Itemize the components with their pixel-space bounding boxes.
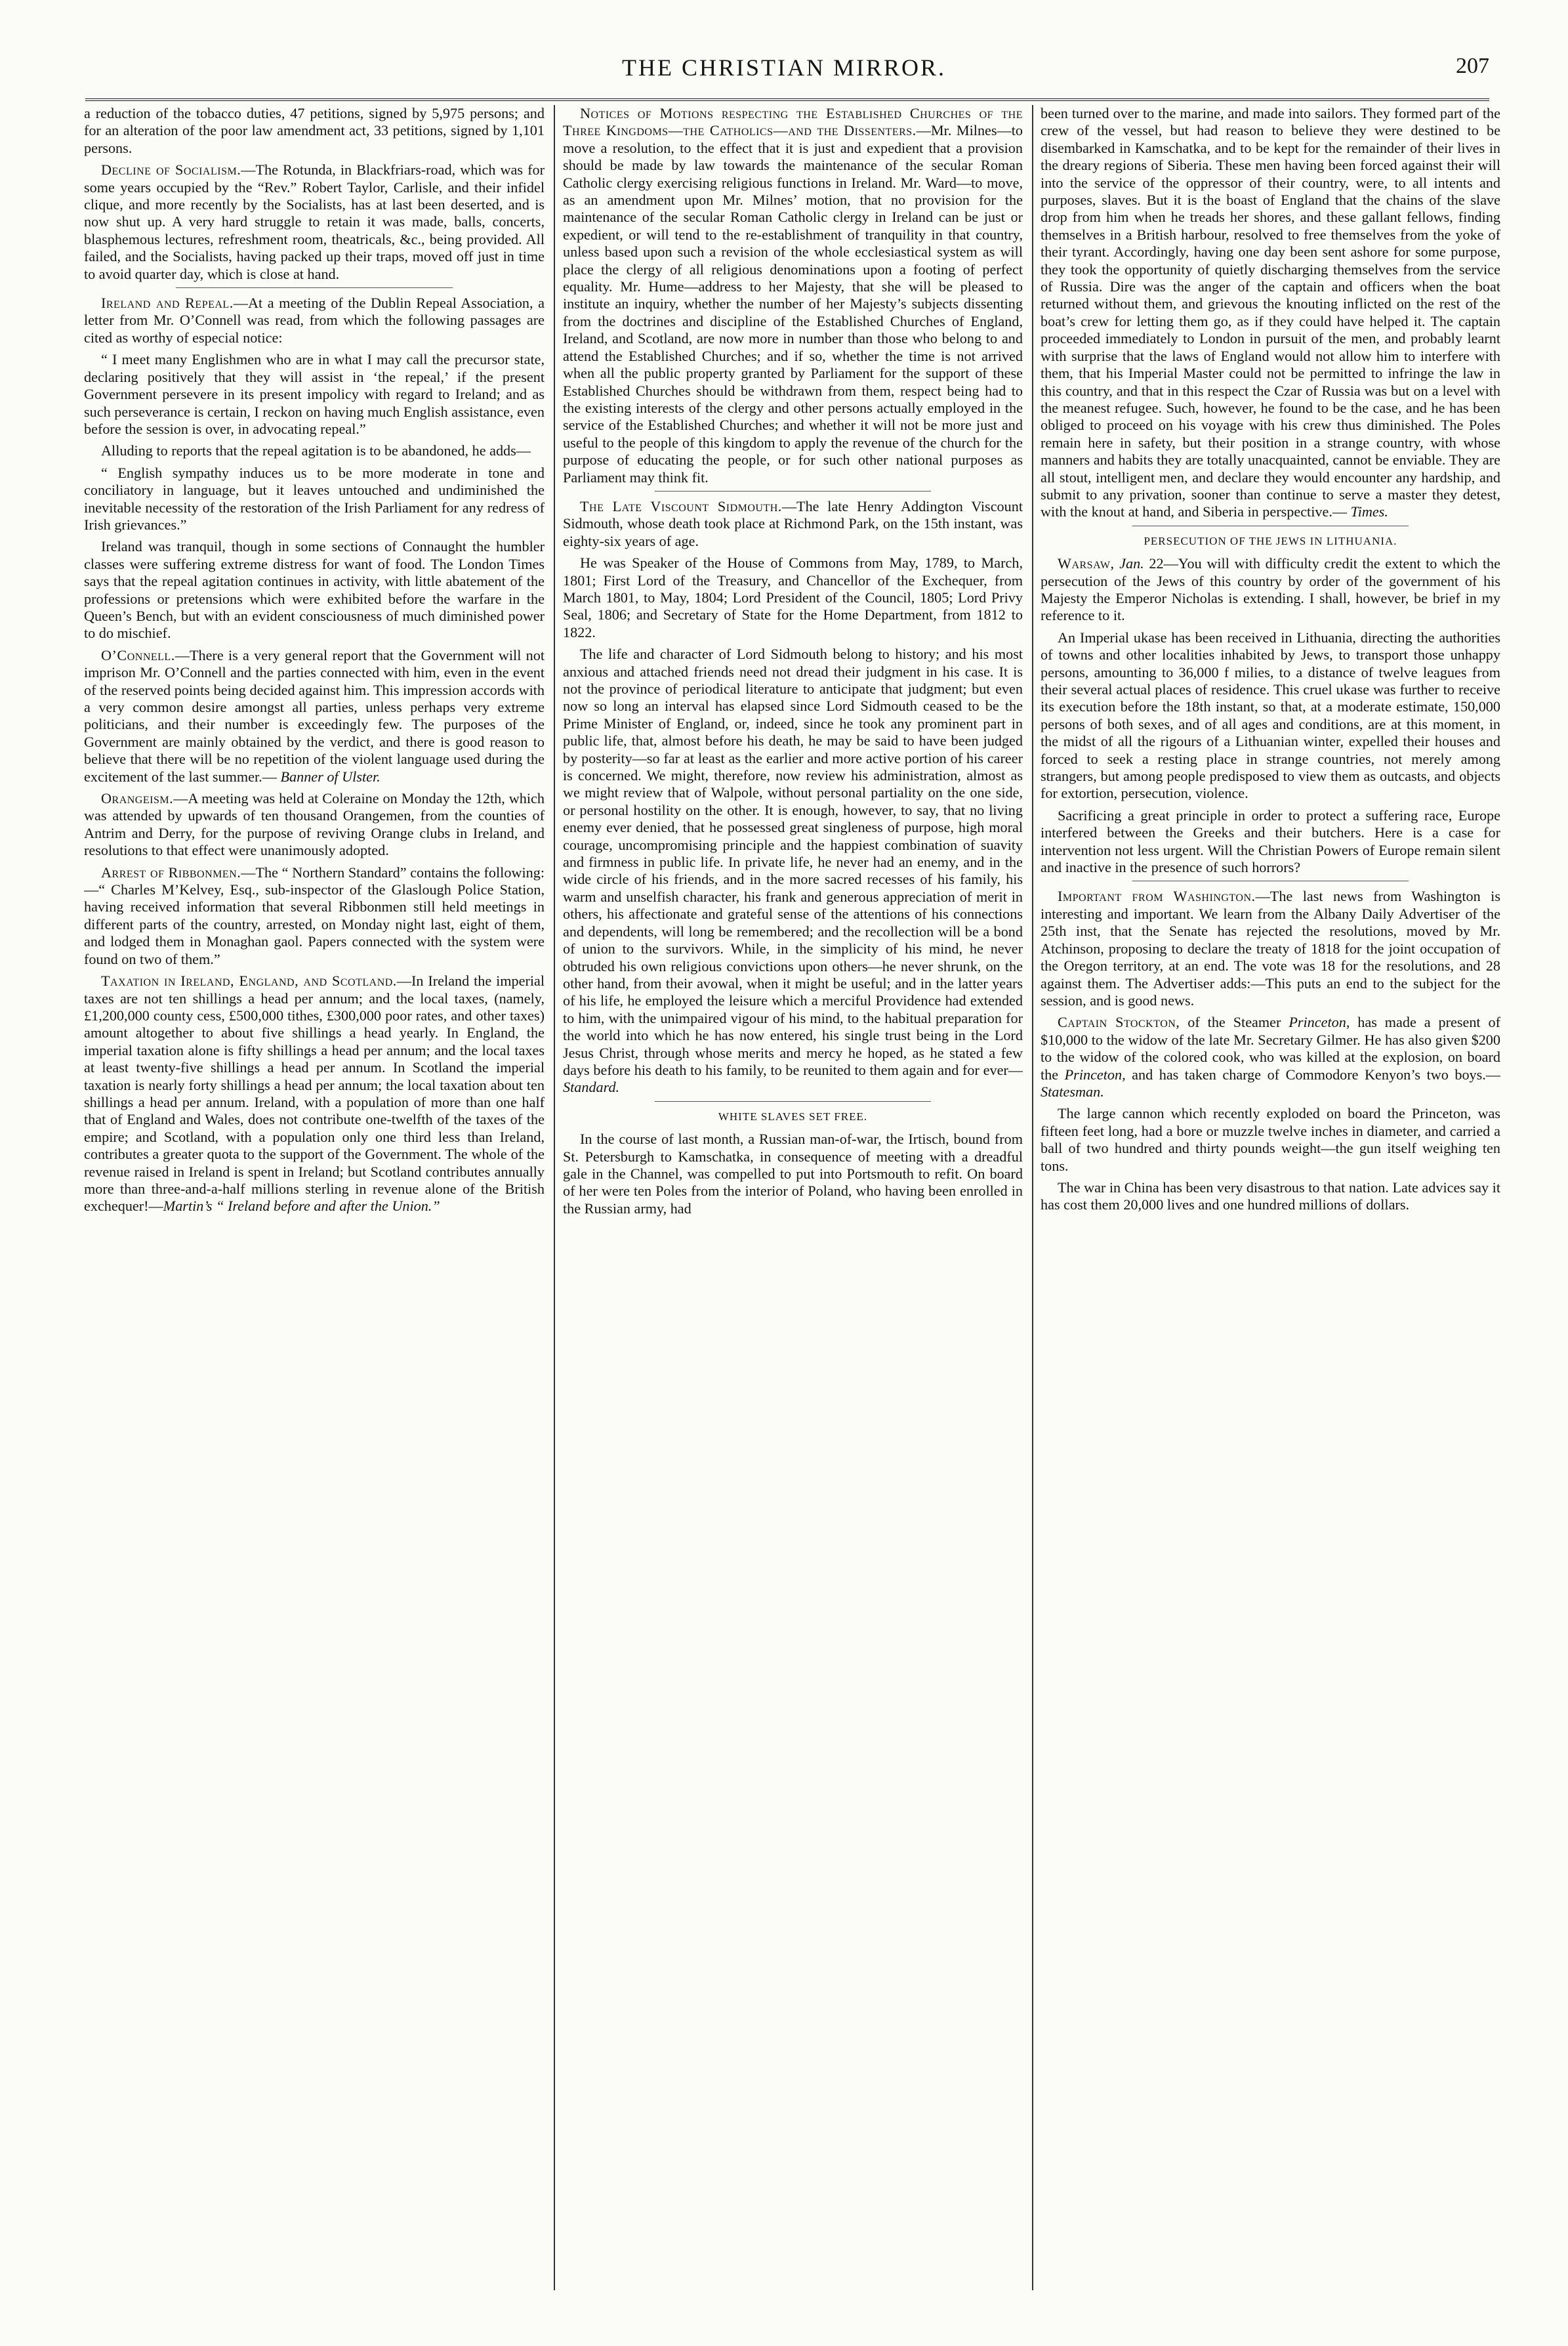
column-divider	[1032, 105, 1033, 2290]
article-stockton	[1041, 1014, 1500, 1100]
body-taxation: —In Ireland the imperial taxes are not ten shillings a head per annum; and the local taxes, (namely, £1,200,000 county cess, £500,000 tithes, £300,000 poor rates, and other taxes) amount altogether to about five shillings a head yearly. In England, the imperial taxation alone is fifty shillings a head per annum; and the local taxes at least twenty-five shillings a head per annum. In Scotland the imperial taxation is nearly forty shillings a head per annum; the local taxation about ten shillings a head per annum. Ireland, with a population of more than one half that of England and Wales, does not contribute one-twelfth of the taxes of the empire; and Scotland, with a population only one third less than Ireland, contributes a greater quota to the support of the Government. The whole of the revenue raised in Ireland is spent in Ireland; but Scotland contributes annually more than three-and-a-half millions sterling in revenue alone of the British exchequer!—	[84, 973, 545, 1215]
source-martin: Martin’s “ Ireland before and after the Union.”	[163, 1198, 440, 1215]
headline-white-slaves: WHITE SLAVES SET FREE.	[718, 1110, 868, 1123]
body-stockton-a: of the Steamer	[1180, 1014, 1289, 1031]
source-ulster: Banner of Ulster.	[280, 768, 381, 785]
article-warsaw	[1041, 555, 1500, 625]
headline-taxation: Taxation in Ireland, England, and Scotland.	[101, 973, 397, 990]
headline-orangeism: Orangeism.	[101, 790, 174, 807]
separator	[655, 491, 931, 492]
source-times: Times.	[1350, 503, 1388, 520]
paragraph-life	[563, 646, 1023, 1097]
paragraph-sacrificing: Sacrificing a great principle in order to protect a suffering race, Europe interfered between the Greeks and their butchers. Here is a case for intervention not less urgent. Will the Christian Powers of Europe remain silent and inactive in the presence of such horrors?	[1041, 806, 1500, 876]
column-3	[1041, 105, 1500, 2290]
quote-oconnell-1: “ I meet many Englishmen who are in what I may call the precursor state, declaring positively that they will assist in ‘the repeal,’ if the present Government persevere in its present impolicy with regard to Ireland; and as such perseverance is certain, I reckon on having much English assistance, even before the session is over, in advocating repeal.”	[84, 351, 545, 437]
body-stockton-c: and has taken charge of Commodore Kenyon’s two boys.—	[1125, 1066, 1500, 1083]
body-ribbonmen: —The “ Northern Standard” contains the following:—“ Charles M’Kelvey, Esq., sub-inspector of the Glaslough Police Station, having received information that several Ribbonmen still held meetings in different parts of the country, arrested, on Monday night last, eight of them, and lodged them in Monaghan gaol. Papers connected with the system were found on two of them.”	[84, 864, 545, 967]
headline-stockton: Captain Stockton,	[1058, 1014, 1180, 1031]
headline-persecution: PERSECUTION OF THE JEWS IN LITHUANIA.	[1144, 534, 1397, 547]
headline-ribbonmen: Arrest of Ribbonmen.	[101, 864, 241, 881]
dateline-month: Jan.	[1119, 555, 1144, 572]
page-number: 207	[1456, 54, 1489, 78]
article-socialism	[84, 161, 545, 283]
paragraph-white-slaves-cont	[1041, 105, 1500, 521]
headline-notices: Notices of Motions respecting the Established Churches of the Three Kingdoms—the Catholics—and the Dissenters.	[563, 105, 1023, 139]
article-notices	[563, 105, 1023, 486]
article-taxation	[84, 973, 545, 1215]
separator	[655, 1101, 931, 1102]
running-title: THE CHRISTIAN MIRROR.	[621, 54, 946, 81]
headline-washington: Important from Washington.	[1058, 888, 1256, 905]
paragraph-cannon: The large cannon which recently exploded on board the Princeton, was fifteen feet long, had a bore or muzzle twelve inches in diameter, and carried a ball of two hundred and thirty pounds weight—the gun itself weighing ten tons.	[1041, 1105, 1500, 1174]
paragraph-china: The war in China has been very disastrous to that nation. Late advices say it has cost them 20,000 lives and one hundred millions of dollars.	[1041, 1179, 1500, 1213]
article-washington	[1041, 888, 1500, 1009]
source-statesman: Statesman.	[1041, 1083, 1104, 1100]
ship-name: Princeton,	[1289, 1014, 1350, 1031]
headline-repeal: Ireland and Repeal.	[101, 295, 234, 312]
article-repeal	[84, 295, 545, 346]
dateline-warsaw: Warsaw,	[1058, 555, 1115, 572]
body-washington: —The last news from Washington is interesting and important. We learn from the Albany Daily Advertiser of the 25th inst, that the Senate has rejected the resolutions, moved by Mr. Atchinson, proposing to declare the treaty of 1818 for the joint occupation of the Oregon territory, at an end. The vote was 18 for the resolutions, and 28 against them. The Advertiser adds:—This puts an end to the subject for the session, and is good news.	[1041, 888, 1500, 1009]
body-sidmouth: —The late Henry Addington Viscount Sidmouth, whose death took place at Richmond Park, on the 15th instant, was eighty-six years of age.	[563, 497, 1023, 549]
body-warsaw: 22—You will with difficulty credit the extent to which the persecution of the Jews of this country by order of the government of his Majesty the Emperor Nicholas is extending. I shall, however, be brief in my reference to it.	[1041, 555, 1500, 624]
paragraph-ukase: An Imperial ukase has been received in Lithuania, directing the authorities of towns and other localities inhabited by Jews, to transport those unhappy persons, amounting to 36,000 f milies, to a distance of twelve leagues from their several actual places of residence. This cruel ukase was further to receive its execution before the 18th instant, so that, at a moderate estimate, 150,000 persons of both sexes, and of all ages and conditions, are at this moment, in the midst of all the rigours of a Lithuanian winter, expelled their houses and forced to seek a resting place in strange countries, not merely among strangers, but among people predisposed to view them as outcasts, and objects for extortion, persecution, violence.	[1041, 629, 1500, 802]
article-ribbonmen	[84, 864, 545, 968]
headline-sidmouth: The Late Viscount Sidmouth.	[580, 497, 782, 514]
article-orangeism	[84, 790, 545, 860]
header-rule	[85, 98, 1489, 101]
paragraph-alluding: Alluding to reports that the repeal agitation is to be abandoned, he adds—	[101, 442, 531, 459]
body-repeal: —At a meeting of the Dublin Repeal Association, a letter from Mr. O’Connell was read, from which the following passages are cited as worthy of especial notice:	[84, 295, 545, 346]
column-1	[84, 105, 545, 2290]
body-stockton-b: has made a present of $10,000 to the widow of the late Mr. Secretary Gilmer. He has also given $200 to the widow of the colored cook, who was killed at the explosion, on board the	[1041, 1014, 1500, 1083]
ship-name: Princeton,	[1064, 1066, 1126, 1083]
column-2	[563, 105, 1023, 2290]
separator	[176, 287, 452, 288]
body-orangeism: —A meeting was held at Coleraine on Monday the 12th, which was attended by upwards of ten thousand Orangemen, from the counties of Antrim and Derry, for the purpose of reviving Orange clubs in Ireland, and resolutions to that effect were unanimously adopted.	[84, 790, 545, 859]
headline-socialism: Decline of Socialism.	[101, 161, 241, 178]
body-notices: —Mr. Milnes—to move a resolution, to the effect that it is just and expedient that a provision should be made by law towards the maintenance of the secular Roman Catholic clergy exercising religious functions in Ireland. Mr. Ward—to move, as an amendment upon Mr. Milnes’ motion, that no provision for the maintenance of the secular Roman Catholic clergy in Ireland can be just or expedient, or will tend to the re-establishment of tranquility in that country, unless based upon such a revision of the whole ecclesiastical system as will place the clergy of all religious denominations upon a footing of perfect equality. Mr. Hume—address to her Majesty, that she will be pleased to institute an inquiry, whether the number of her Majesty’s subjects dissenting from the doctrines and discipline of the Established Churches of England, Ireland, and Scotland, are now more in number than those who belong to and attend the Established Churches; and if so, whether the time is not arrived when all the public property granted by Parliament for the support of these Established Churches should be withdrawn from them, respect being had to the existing interests of the clergy and other persons actually employed in the service of the Established Churches; and whether it will not be more just and useful to the people of this kingdom to apply the revenue of the church for the purpose of educating the people, or for such other national purposes as Parliament may think fit.	[563, 122, 1023, 486]
quote-oconnell-2: “ English sympathy induces us to be more moderate in tone and conciliatory in language, but it leaves untouched and undiminished the inevitable necessity of the restoration of the Irish Parliament for any redress of Irish grievances.”	[84, 464, 545, 533]
paragraph-white-slaves: In the course of last month, a Russian man-of-war, the Irtisch, bound from St. Petersburgh to Kamschatka, in consequence of meeting with a dreadful gale in the Channel, was compelled to put into Portsmouth to refit. On board of her were ten Poles from the interior of Poland, who having been enrolled in the Russian army, had	[563, 1131, 1023, 1217]
body-socialism: —The Rotunda, in Blackfriars-road, which was for some years occupied by the “Rev.” Robert Taylor, Carlisle, and their infidel clique, and more recently by the Socialists, has at last been deserted, and is now shut up. A very hard struggle to retain it was made, balls, concerts, blasphemous lectures, refreshment room, theatricals, &c., being provided. All failed, and the Socialists, having packed up their traps, moved off just in time to avoid quarter day, which is close at hand.	[84, 161, 545, 282]
body-oconnell: —There is a very general report that the Government will not imprison Mr. O’Connell and the parties connected with him, even in the event of the reserved points being decided against him. This impression accords with a very common desire amongst all parties, unless perhaps very extreme politicians, and their number is exceedingly few. The purposes of the Government are mainly obtained by the verdict, and there is good reason to believe that there will be no repetition of the violent language used during the excitement of the last summer.—	[84, 646, 545, 785]
page-header	[79, 54, 1489, 93]
source-standard: Standard.	[563, 1079, 620, 1096]
paragraph-speaker: He was Speaker of the House of Commons from May, 1789, to March, 1801; First Lord of the Treasury, and Chancellor of the Exchequer, from March 1801, to May, 1804; Lord President of the Council, 1805; Lord Privy Seal, 1806; and Secretary of State for the Home Department, from 1812 to 1822.	[563, 555, 1023, 640]
headline-oconnell: O’Connell.	[101, 646, 175, 663]
body-white-slaves-cont: been turned over to the marine, and made into sailors. They formed part of the crew of the vessel, but had reason to believe they were destined to be disembarked in Kamschatka, and to be kept for the remainder of their lives in the dreary regions of Siberia. These men having been forced against their will into the service of the oppressor of their country, were, to all intents and purposes, slaves. But it is the boast of England that the chains of the slave drop from him when he treads her shores, and these gallant fellows, finding themselves in a British harbour, resolved to free themselves from the yoke of their tyrant. Accordingly, having one day been sent ashore for some purpose, they took the opportunity of quietly discharging themselves from the service of Russia. Dire was the anger of the captain and officers when the boat returned without them, and grievous the knouting inflicted on the rest of the boat’s crew for letting them go, as if they could have helped it. The captain proceeded immediately to London in pursuit of the men, and probably learnt with surprise that the laws of England would not allow him to interfere with them, that his Imperial Master could not be permitted to infringe the law in this country, and that in this respect the Czar of Russia was but on a level with the meanest refugee. Such, however, he found to be the case, and he has been obliged to proceed on his voyage with his crew thus diminished. The Poles remain here in safety, but their position in a strange country, with whose manners and habits they are totally unacquainted, cannot be enviable. They are all stout, intelligent men, and declare they would encounter any hardship, and submit to any privation, sooner than continue to serve a master they detest, with the knout at hand, and Siberia in perspective.—	[1041, 105, 1500, 520]
paragraph-tranquil: Ireland was tranquil, though in some sections of Connaught the humbler classes were suffering extreme distress for want of food. The London Times says that the repeal agitation continues in activity, with little abatement of the professions or pretensions which were exhibited before the warfare in the Queen’s Bench, but with an evident consciousness of much diminished power to do mischief.	[84, 538, 545, 642]
body-life: The life and character of Lord Sidmouth belong to history; and his most anxious and attached friends need not dread their judgment in his case. It is not the province of periodical literature to anticipate that judgment; but even now so long an interval has elapsed since Lord Sidmouth ceased to be the Prime Minister of England, or, indeed, since he took any prominent part in public life, that, almost before his death, he may be said to have been judged by posterity—so far at least as the earlier and more active portion of his career is concerned. We might, therefore, now review his administration, almost as we might review that of Walpole, without personal partiality on the one side, or personal hostility on the other. It is enough, however, to say, that no living enemy ever denied, that he possessed great singleness of purpose, high moral courage, uncompromising principle and the happiest combination of suavity and firmness in public life. In private life, he never had an enemy, and in the wide circle of his friends, and in the more sacred recesses of his family, his warm and unselfish character, his frank and generous appreciation of merit in others, his affectionate and grateful sense of the attentions of his connections and dependents, will long be remembered; and the recollection will be a bond of union to the survivors. While, in the simplicity of his mind, he never obtruded his own religious convictions upon others—he never shrunk, on the other hand, from their avowal, when it might be useful; and in the latter years of his life, he employed the leisure which a merciful Providence had extended to him, with the unimpaired vigour of his mind, to the habitual preparation for the world into which he has now entered, his single trust being in the Lord Jesus Christ, through whose merits and mercy he hoped, as he stated a few days before his death to his family, to be reunited to them again and for ever—	[563, 646, 1023, 1078]
column-divider	[554, 105, 555, 2290]
article-sidmouth	[563, 498, 1023, 550]
paragraph-reduction: a reduction of the tobacco duties, 47 petitions, signed by 5,975 persons; and for an alteration of the poor law amendment act, 33 petitions, signed by 1,101 persons.	[84, 105, 545, 156]
article-oconnell	[84, 647, 545, 785]
